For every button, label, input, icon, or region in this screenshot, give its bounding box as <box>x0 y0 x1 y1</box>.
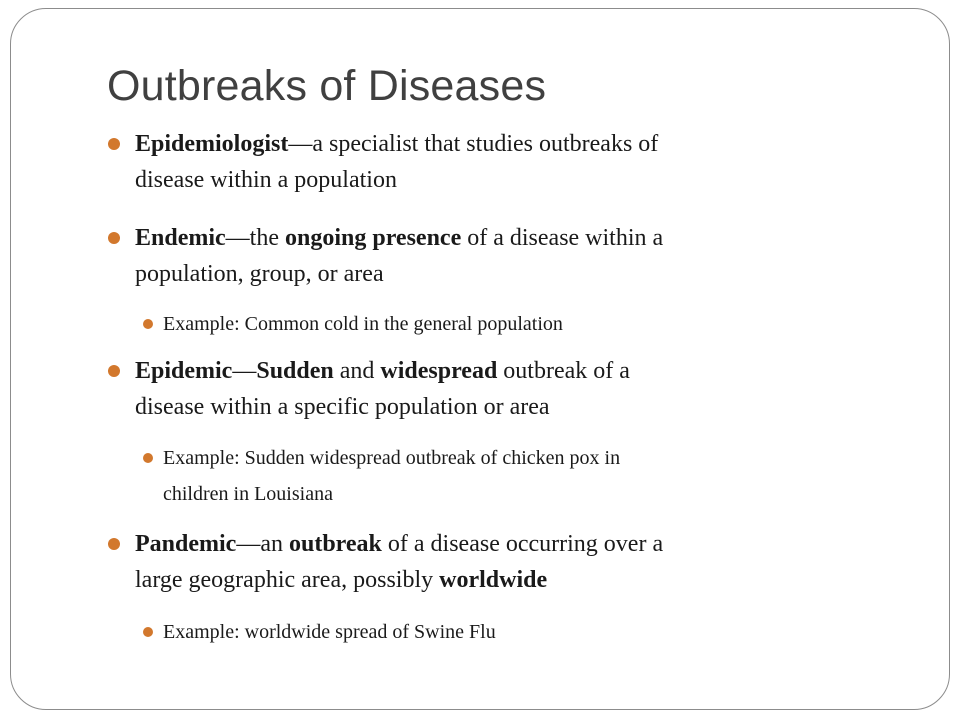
definition-text: and <box>333 358 381 384</box>
term-epidemic: Epidemic <box>135 358 233 384</box>
list-item-line <box>135 220 855 256</box>
list-item-epidemiologist <box>135 126 855 198</box>
list-item-epidemic <box>135 353 855 425</box>
example-text: Example: worldwide spread of Swine Flu <box>163 621 496 643</box>
sub-item-endemic-example <box>163 306 853 342</box>
term-epidemiologist: Epidemiologist <box>135 131 289 157</box>
sub-bullet-icon <box>143 627 153 637</box>
bullet-icon <box>108 138 120 150</box>
definition-text: of a disease within a <box>461 225 664 251</box>
definition-text: large geographic area, possibly <box>135 567 440 593</box>
emphasis-text: ongoing presence <box>285 225 462 251</box>
definition-text: the <box>249 225 285 251</box>
list-item-endemic <box>135 220 855 292</box>
definition-text-continued: population, group, or area <box>135 261 384 287</box>
emphasis-text: widespread <box>380 358 498 384</box>
example-text-continued: children in Louisiana <box>163 483 333 505</box>
definition-text: a specialist that studies outbreaks of <box>312 131 659 157</box>
bullet-icon <box>108 232 120 244</box>
term-endemic: Endemic <box>135 225 226 251</box>
list-item-pandemic <box>135 526 855 598</box>
em-dash: — <box>232 358 257 384</box>
list-item-line <box>135 353 855 389</box>
list-item-line-continued <box>135 562 855 598</box>
definition-text: outbreak of a <box>497 358 630 384</box>
definition-text: of a disease occurring over a <box>381 531 664 557</box>
bullet-icon <box>108 365 120 377</box>
term-pandemic: Pandemic <box>135 531 237 557</box>
emphasis-text: Sudden <box>256 358 334 384</box>
em-dash: — <box>225 225 250 251</box>
example-text: Example: Sudden widespread outbreak of chicken pox in <box>163 447 621 469</box>
list-item-line <box>135 526 855 562</box>
example-text: Example: Common cold in the general population <box>163 313 563 335</box>
sub-item-pandemic-example <box>163 614 853 650</box>
definition-text: an <box>260 531 289 557</box>
definition-text-continued: disease within a population <box>135 167 397 193</box>
list-item-line <box>135 126 855 162</box>
definition-text-continued: disease within a specific population or area <box>135 394 550 420</box>
em-dash: — <box>288 131 313 157</box>
em-dash: — <box>236 531 261 557</box>
emphasis-text: worldwide <box>439 567 548 593</box>
sub-item-epidemic-example <box>163 440 853 512</box>
bullet-icon <box>108 538 120 550</box>
sub-bullet-icon <box>143 319 153 329</box>
emphasis-text: outbreak <box>288 531 382 557</box>
sub-bullet-icon <box>143 453 153 463</box>
slide-title: Outbreaks of Diseases <box>107 62 547 110</box>
